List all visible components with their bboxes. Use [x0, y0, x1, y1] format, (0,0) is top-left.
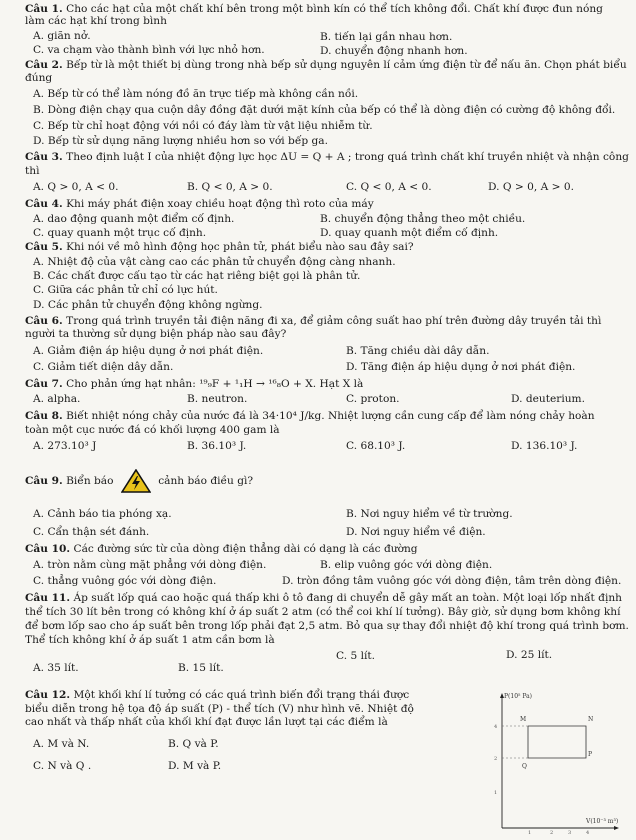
q9-stem: Câu 9. Biển báo cảnh báo điều gì?: [25, 469, 253, 493]
q2-option-b: B. Dòng điện chạy qua cuộn dây đồng đặt dưới mặt kính của bếp có thể là dòng điện có cường độ không đổi.: [33, 104, 616, 116]
q4-option-b: B. chuyển động thẳng theo một chiều.: [320, 213, 526, 225]
q9-option-d: D. Nơi nguy hiểm về điện.: [346, 526, 486, 538]
q7-option-b: B. neutron.: [187, 393, 248, 405]
q8-stem: Câu 8. Biết nhiệt nóng chảy của nước đá là 34·10⁴ J/kg. Nhiệt lượng cần cung cấp để làm nóng chảy hoàn: [25, 410, 595, 422]
q6-option-c: C. Giảm tiết diện dây dẫn.: [33, 361, 174, 373]
q2-stem: Câu 2. Bếp từ là một thiết bị dùng trong nhà bếp sử dụng nguyên lí cảm ứng điện từ để nấu ăn. Chọn phát biểu: [25, 59, 627, 71]
point-m-label: M: [520, 716, 527, 723]
q5-option-d: D. Các phân tử chuyển động không ngừng.: [33, 299, 263, 311]
q1-stem-cont: làm các hạt khí trong bình: [25, 15, 167, 27]
q9-option-c: C. Cẩn thận sét đánh.: [33, 526, 150, 538]
q10-option-a: A. tròn nằm cùng mặt phẳng với dòng điện.: [33, 559, 267, 571]
q10-option-d: D. tròn đồng tâm vuông góc với dòng điện, tâm trên dòng điện.: [282, 575, 622, 587]
q1-option-b: B. tiến lại gần nhau hơn.: [320, 31, 453, 43]
point-p-label: P: [588, 751, 593, 758]
q4-option-a: A. dao động quanh một điểm cố định.: [33, 213, 235, 225]
x-tick-label: 2: [550, 830, 554, 835]
y-tick-label: 4: [494, 724, 498, 730]
q10-option-b: B. elip vuông góc với dòng điện.: [320, 559, 493, 571]
q7-stem: Câu 7. Cho phản ứng hạt nhân: ¹⁹₉F + ¹₁H → ¹⁶₈O + X. Hạt X là: [25, 378, 364, 390]
q12-stem: Câu 12. Một khối khí lí tưởng có các quá trình biến đổi trạng thái được: [25, 689, 410, 701]
q11-option-d: D. 25 lít.: [506, 649, 553, 661]
q5-option-b: B. Các chất được cấu tạo từ các hạt riêng biệt gọi là phân tử.: [33, 270, 361, 282]
q4-stem: Câu 4. Khi máy phát điện xoay chiều hoạt động thì roto của máy: [25, 198, 374, 210]
p-axis-label: P(10⁵ Pa): [504, 693, 533, 700]
q6-option-a: A. Giảm điện áp hiệu dụng ở nơi phát điện.: [33, 345, 264, 357]
q12-stem-cont-1: biểu diễn trong hệ tọa độ áp suất (P) - thể tích (V) như hình vẽ. Nhiệt độ: [25, 703, 414, 715]
q8-option-d: D. 136.10³ J.: [511, 440, 578, 452]
x-tick-label: 3: [568, 830, 572, 835]
q11-option-b: B. 15 lít.: [178, 662, 224, 674]
q3-stem-cont: thì: [25, 165, 40, 177]
q7-option-a: A. alpha.: [33, 393, 81, 405]
q12-option-d: D. M và P.: [168, 760, 222, 772]
q8-stem-cont: toàn một cục nước đá có khối lượng 400 gam là: [25, 424, 280, 436]
q11-stem-cont-2: để bơm lốp sao cho áp suất bên trong lốp phải đạt 2,5 atm. Bỏ qua sự thay đổi nhiệt độ khí trong quá trình bơm.: [25, 620, 629, 632]
q6-stem-cont: người ta thường sử dụng biện pháp nào sau đây?: [25, 328, 287, 340]
q3-option-b: B. Q < 0, A > 0.: [187, 181, 273, 193]
q2-option-c: C. Bếp từ chỉ hoạt động với nồi có đáy làm từ vật liệu nhiễm từ.: [33, 120, 373, 132]
q11-stem-cont-3: Thể tích không khí ở áp suất 1 atm cần bơm là: [25, 634, 275, 646]
q3-option-c: C. Q < 0, A < 0.: [346, 181, 432, 193]
q12-option-c: C. N và Q .: [33, 760, 92, 772]
q3-stem: Câu 3. Theo định luật I của nhiệt động lực học ΔU = Q + A ; trong quá trình chất khí truyền nhiệt và nhận công: [25, 151, 629, 163]
q8-option-a: A. 273.10³ J: [33, 440, 97, 452]
q6-option-b: B. Tăng chiều dài dây dẫn.: [346, 345, 490, 357]
point-q-label: Q: [522, 763, 527, 770]
q12-option-b: B. Q và P.: [168, 738, 219, 750]
q11-option-a: A. 35 lít.: [33, 662, 79, 674]
q9-option-a: A. Cảnh báo tia phóng xạ.: [33, 508, 172, 520]
q12-stem-cont-2: cao nhất và thấp nhất của khối khí đạt được lần lượt tại các điểm là: [25, 716, 388, 728]
q7-option-d: D. deuterium.: [511, 393, 585, 405]
q4-option-d: D. quay quanh một điểm cố định.: [320, 227, 499, 239]
q8-option-b: B. 36.10³ J.: [187, 440, 247, 452]
q11-stem: Câu 11. Áp suất lốp quá cao hoặc quá thấp khi ô tô đang di chuyển dễ gây mất an toàn. Một loại lốp nhất định: [25, 592, 623, 604]
q1-option-d: D. chuyển động nhanh hơn.: [320, 45, 468, 57]
q1-option-c: C. va chạm vào thành bình với lực nhỏ hơn.: [33, 44, 265, 56]
q4-option-c: C. quay quanh một trục cố định.: [33, 227, 207, 239]
q2-option-a: A. Bếp từ có thể làm nóng đồ ăn trực tiếp mà không cần nồi.: [33, 88, 359, 100]
y-tick-label: 2: [494, 756, 498, 762]
q1-option-a: A. giãn nở.: [33, 30, 91, 42]
process-cycle: [528, 726, 586, 758]
v-axis-label: V(10⁻³ m³): [586, 818, 619, 825]
q5-option-a: A. Nhiệt độ của vật càng cao các phân tử chuyển động càng nhanh.: [33, 256, 396, 268]
q12-option-a: A. M và N.: [33, 738, 90, 750]
q8-option-c: C. 68.10³ J.: [346, 440, 406, 452]
q7-option-c: C. proton.: [346, 393, 400, 405]
q6-stem: Câu 6. Trong quá trình truyền tải điện năng đi xa, để giảm công suất hao phí trên đường dây truyền tải thì: [25, 315, 602, 327]
x-tick-label: 4: [586, 830, 590, 835]
q1-stem: Câu 1. Cho các hạt của một chất khí bên trong một bình kín có thể tích không đổi. Chất khí được đun nóng: [25, 3, 603, 15]
q11-stem-cont-1: thể tích 30 lít bên trong có không khí ở áp suất 2 atm (có thể coi khí lí tưởng). Bây giờ, sử dụng bơm không khí: [25, 606, 621, 618]
q11-option-c: C. 5 lít.: [336, 650, 375, 662]
q10-option-c: C. thẳng vuông góc với dòng điện.: [33, 575, 217, 587]
v-axis-arrow-icon: [614, 826, 619, 830]
q9-option-b: B. Nơi nguy hiểm về từ trường.: [346, 508, 513, 520]
q6-option-d: D. Tăng điện áp hiệu dụng ở nơi phát điện.: [346, 361, 576, 373]
y-tick-label: 1: [494, 790, 498, 796]
q10-stem: Câu 10. Các đường sức từ của dòng điện thẳng dài có dạng là các đường: [25, 543, 418, 555]
q3-option-d: D. Q > 0, A > 0.: [488, 181, 574, 193]
q3-option-a: A. Q > 0, A < 0.: [33, 181, 119, 193]
q5-option-c: C. Giữa các phân tử chỉ có lực hút.: [33, 284, 218, 296]
point-n-label: N: [588, 716, 594, 723]
q5-stem: Câu 5. Khi nói về mô hình động học phân tử, phát biểu nào sau đây sai?: [25, 241, 414, 253]
q2-stem-cont: đúng: [25, 72, 53, 84]
high-voltage-sign-icon: [121, 469, 151, 493]
x-tick-label: 1: [528, 830, 532, 835]
pv-diagram: [484, 690, 624, 835]
q2-option-d: D. Bếp từ sử dụng năng lượng nhiều hơn so với bếp ga.: [33, 135, 328, 147]
